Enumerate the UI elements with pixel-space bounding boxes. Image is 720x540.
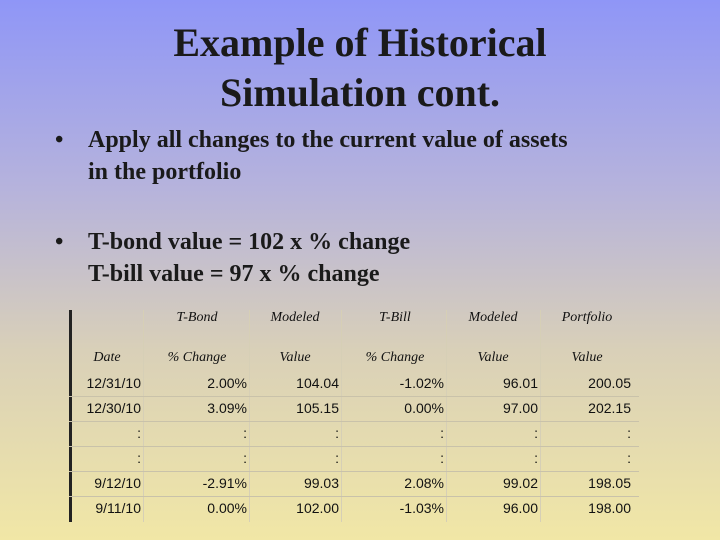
title-line-1: Example of Historical	[173, 20, 547, 65]
table-cell: 2.00%	[207, 375, 247, 391]
bullet-dot: •	[55, 229, 64, 255]
table-cell: 9/12/10	[94, 475, 141, 491]
table-cell: :	[243, 450, 247, 466]
table-cell: 200.05	[588, 375, 631, 391]
table-cell: :	[627, 450, 631, 466]
table-cell: 12/31/10	[86, 375, 141, 391]
bullet-2-line-2: T-bill value = 97 x % change	[88, 261, 380, 287]
bullet-1-line-2: in the portfolio	[88, 159, 242, 185]
bullet-dot: •	[55, 127, 64, 153]
table-cell: :	[137, 425, 141, 441]
table-cell: 96.01	[502, 375, 538, 391]
column-header: % Change	[365, 350, 425, 365]
table-cell: :	[243, 425, 247, 441]
table-cell: :	[335, 425, 339, 441]
row-divider	[69, 396, 639, 397]
table-cell: :	[137, 450, 141, 466]
slide-title	[0, 18, 720, 118]
table-cell: 12/30/10	[86, 400, 141, 416]
title-line-2: Simulation cont.	[219, 70, 501, 115]
table-cell: -2.91%	[202, 475, 247, 491]
column-header: Value	[279, 350, 311, 365]
column-header: Date	[93, 350, 121, 365]
column-divider	[540, 310, 541, 522]
table-cell: -1.02%	[399, 375, 444, 391]
column-divider	[446, 310, 447, 522]
table-cell: :	[335, 450, 339, 466]
column-header: Value	[571, 350, 603, 365]
column-header: T-Bill	[379, 310, 411, 325]
column-header: Value	[477, 350, 509, 365]
column-divider	[249, 310, 250, 522]
historical-simulation-table	[69, 310, 639, 522]
table-cell: 104.04	[296, 375, 339, 391]
table-cell: -1.03%	[399, 500, 444, 516]
table-cell: 102.00	[296, 500, 339, 516]
table-cell: 202.15	[588, 400, 631, 416]
table-cell: :	[534, 425, 538, 441]
table-cell: 3.09%	[207, 400, 247, 416]
table-cell: 198.05	[588, 475, 631, 491]
table-cell: 9/11/10	[95, 500, 141, 516]
row-divider	[69, 446, 639, 447]
table-cell: 2.08%	[404, 475, 444, 491]
column-header: % Change	[167, 350, 227, 365]
table-cell: 105.15	[296, 400, 339, 416]
table-cell: 99.02	[502, 475, 538, 491]
row-divider	[69, 421, 639, 422]
table-cell: 198.00	[588, 500, 631, 516]
table-cell: 96.00	[502, 500, 538, 516]
table-cell: 99.03	[303, 475, 339, 491]
bullet-1-line-1: Apply all changes to the current value of assets	[88, 127, 568, 153]
row-divider	[69, 496, 639, 497]
table-cell: 0.00%	[404, 400, 444, 416]
table-cell: 0.00%	[207, 500, 247, 516]
column-divider	[341, 310, 342, 522]
column-header: Modeled	[468, 310, 518, 325]
column-divider	[143, 310, 144, 522]
bullet-2-line-1: T-bond value = 102 x % change	[88, 229, 411, 255]
table-cell: 97.00	[502, 400, 538, 416]
column-header: Portfolio	[561, 310, 613, 325]
table-cell: :	[534, 450, 538, 466]
table-cell: :	[627, 425, 631, 441]
table-cell: :	[440, 450, 444, 466]
table-cell: :	[440, 425, 444, 441]
column-header: Modeled	[270, 310, 320, 325]
column-header: T-Bond	[176, 310, 218, 325]
row-divider	[69, 471, 639, 472]
